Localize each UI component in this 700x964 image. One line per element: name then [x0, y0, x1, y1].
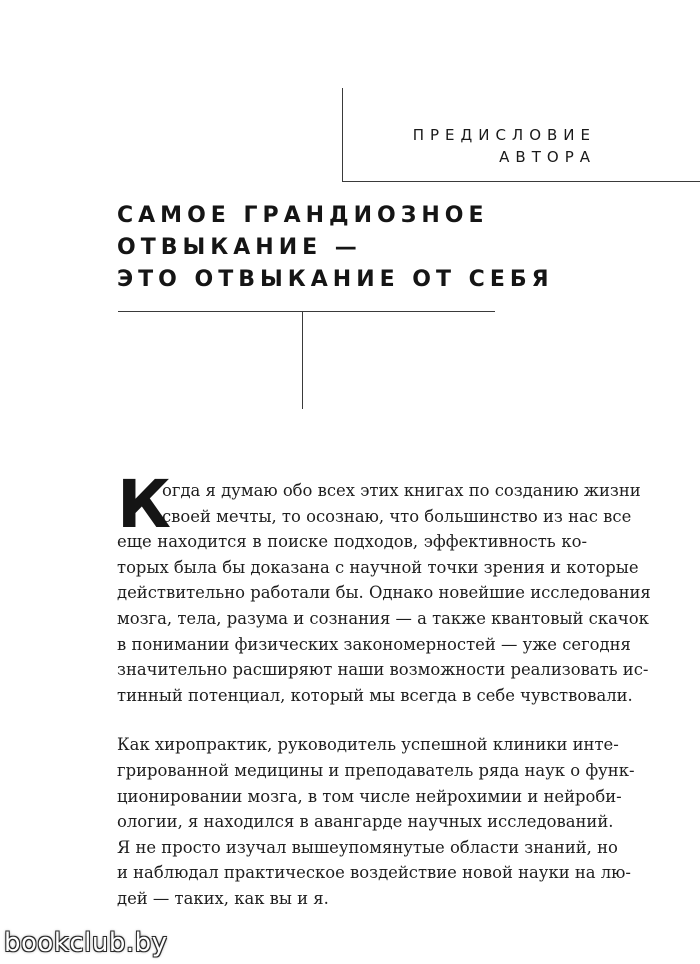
paragraph-line: значительно расширяют наши возможности реализовать ис-: [117, 660, 649, 680]
paragraph-line: действительно работали бы. Однако новейшие исследования: [117, 583, 651, 603]
body-text: [117, 466, 651, 912]
section-divider-horizontal: [343, 181, 700, 182]
paragraph-line: еще находится в поиске подходов, эффективность ко-: [117, 532, 587, 552]
paragraph-line: огда я думаю обо всех этих книгах по созданию жизни: [162, 481, 641, 500]
paragraph-line: и наблюдал практическое воздействие новой науки на лю-: [117, 863, 631, 883]
section-label-line1: ПРЕДИСЛОВИЕ: [412, 126, 596, 144]
paragraph-line: дей — таких, как вы и я.: [117, 888, 329, 908]
paragraph-line: торых была бы доказана с научной точки зрения и которые: [117, 557, 639, 577]
chapter-title-line1: САМОЕ ГРАНДИОЗНОЕ: [117, 203, 489, 228]
paragraph-line: Я не просто изучал вышеупомянутые области знаний, но: [117, 837, 618, 857]
paragraph-line: грированной медицины и преподаватель ряда наук о функ-: [117, 760, 635, 780]
section-label-line2: АВТОРА: [499, 148, 596, 166]
section-divider-vertical: [342, 88, 343, 182]
paragraph-line: тинный потенциал, который мы всегда в себе чувствовали.: [117, 685, 633, 705]
title-divider-horizontal: [118, 311, 495, 312]
paragraph-line: ционировании мозга, в том числе нейрохимии и нейроби-: [117, 786, 622, 806]
chapter-title: [117, 200, 554, 296]
paragraph-1: [117, 466, 651, 708]
section-label: [413, 124, 596, 168]
paragraph-line: своей мечты, то осознаю, что большинство из нас все: [162, 506, 632, 526]
paragraph-line: в понимании физических закономерностей — уже сегодня: [117, 634, 631, 654]
watermark: bookclub.by: [4, 928, 168, 958]
paragraph-2: [117, 732, 635, 911]
title-divider-vertical: [302, 311, 303, 409]
paragraph-line: мозга, тела, разума и сознания — а также квантовый скачок: [117, 608, 649, 628]
drop-cap: К: [117, 466, 171, 543]
chapter-title-line3: ЭТО ОТВЫКАНИЕ ОТ СЕБЯ: [117, 267, 554, 292]
paragraph-line: ологии, я находился в авангарде научных исследований.: [117, 812, 614, 832]
paragraph-line: Как хиропрактик, руководитель успешной клиники инте-: [117, 735, 619, 755]
chapter-title-line2: ОТВЫКАНИЕ —: [117, 235, 362, 260]
paragraph-gap: [117, 708, 587, 732]
